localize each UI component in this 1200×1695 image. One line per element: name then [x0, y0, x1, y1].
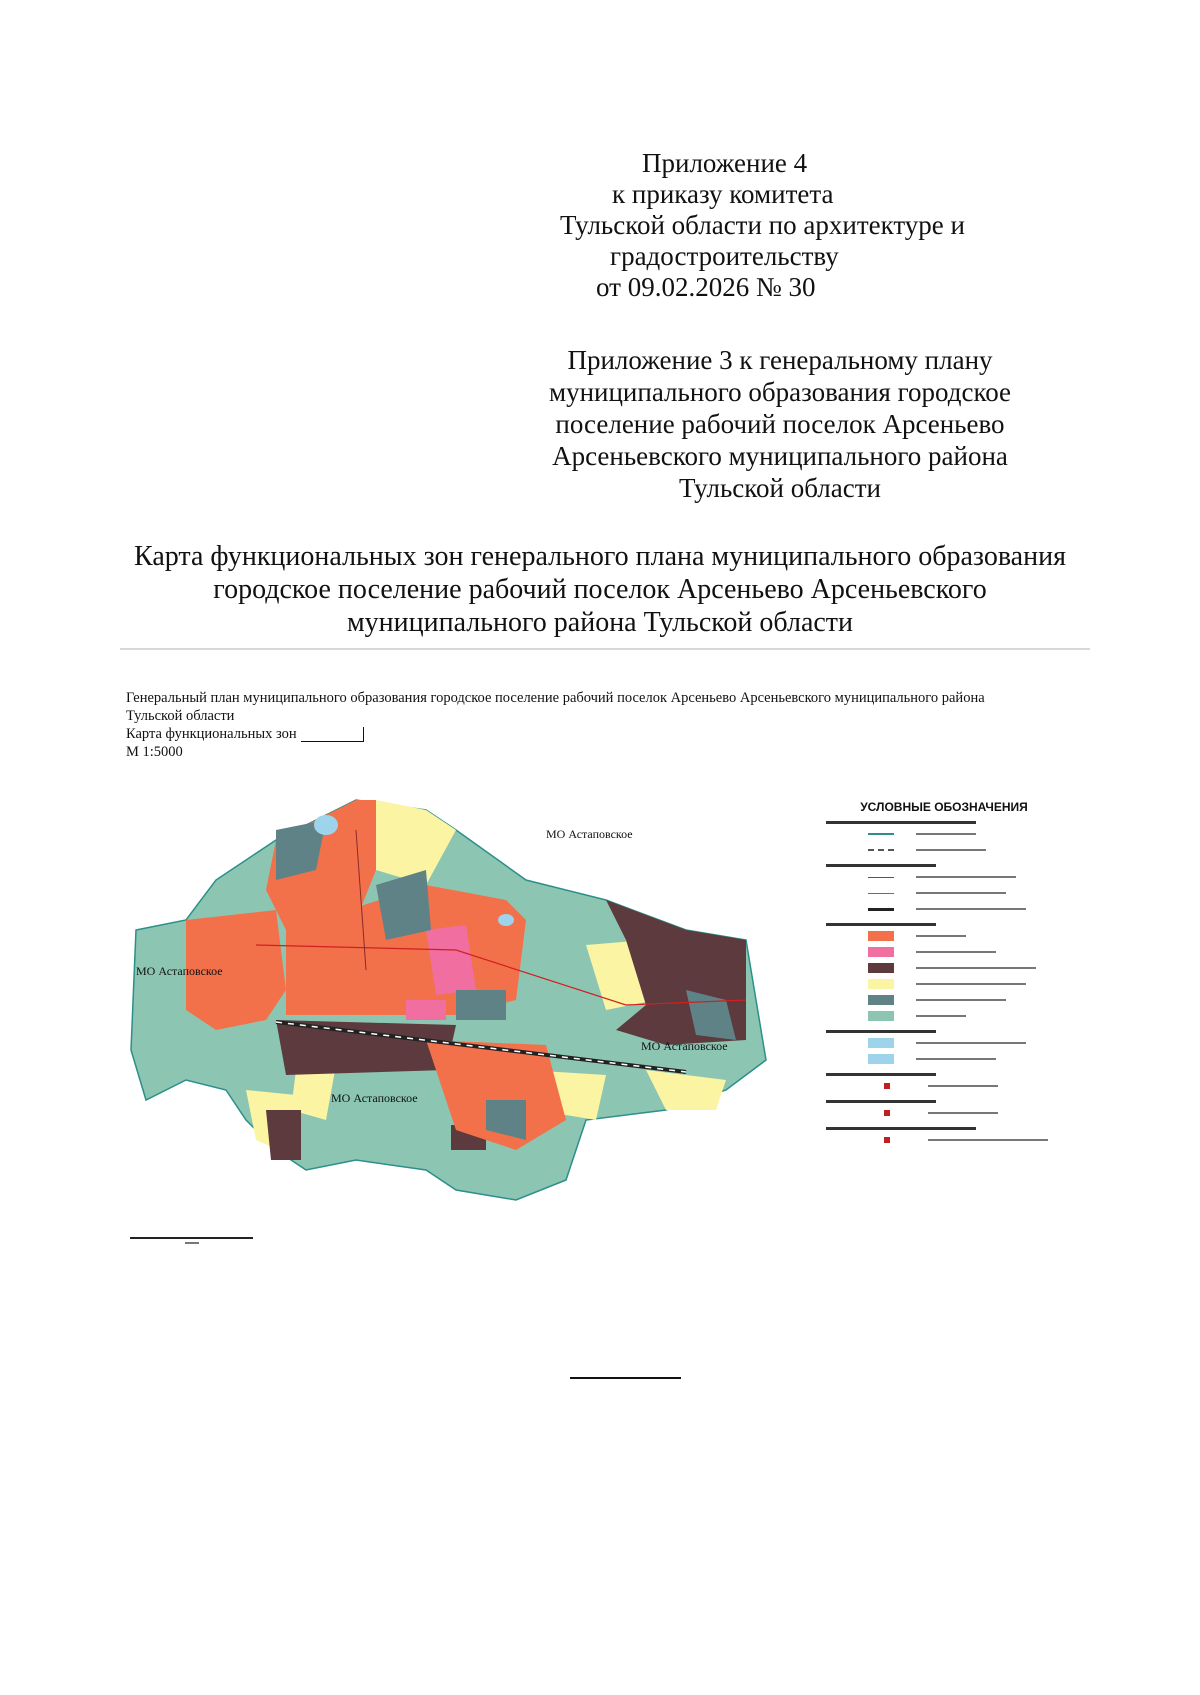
scale-bar-label [185, 1242, 199, 1244]
appendix-3-block [500, 344, 1060, 504]
legend-row-settlement-boundary [824, 843, 1064, 857]
map-header-line-3 [126, 725, 1076, 743]
legend-swatch [868, 893, 894, 894]
legend-swatch [868, 1011, 894, 1021]
appendix-4-line-5: от 09.02.2026 № 30 [596, 272, 816, 302]
appendix-3-line-4: Арсеньевского муниципального района [552, 441, 1008, 471]
legend-row-other [824, 1009, 1064, 1023]
document-title-line-1: Карта функциональных зон генерального плана муниципального образования [134, 541, 1066, 572]
appendix-4-line-1: Приложение 4 [642, 148, 808, 178]
legend-swatch [884, 1083, 890, 1089]
zone-industrial-sw [266, 1110, 301, 1160]
legend-swatch [868, 849, 894, 851]
water-body-2 [498, 914, 514, 926]
legend-swatch [868, 995, 894, 1005]
legend-swatch [884, 1110, 890, 1116]
legend-section-zones [826, 923, 936, 926]
map-header-subtitle: Карта функциональных зон [126, 726, 297, 742]
legend-row-city-boundary [824, 827, 1064, 841]
legend-swatch [868, 963, 894, 973]
appendix-3-line-5: Тульской области [679, 473, 881, 503]
legend-swatch [868, 908, 894, 911]
scale-bar [130, 1237, 253, 1239]
legend-row-public [824, 945, 1064, 959]
document-title [90, 540, 1110, 639]
map-label-mo-w: МО Астаповское [136, 964, 223, 978]
legend-row-heat [824, 1106, 1064, 1120]
legend-swatch [868, 833, 894, 835]
appendix-4-block [560, 148, 1120, 303]
map-label-mo-se: МО Астаповское [641, 1039, 728, 1053]
legend-row-residential [824, 929, 1064, 943]
document-title-line-2: городское поселение рабочий поселок Арсеньево Арсеньевского [213, 574, 987, 605]
legend-section-water [826, 1030, 936, 1033]
legend-row-industrial [824, 961, 1064, 975]
appendix-4-line-2: к приказу комитета [612, 179, 834, 209]
water-body-1 [314, 815, 338, 835]
zone-public-2 [406, 1000, 446, 1020]
legend-section-transport [826, 864, 936, 867]
functional-zones-map [126, 790, 826, 1210]
document-title-line-3: муниципального района Тульской области [346, 607, 854, 638]
divider [120, 648, 1090, 650]
legend-row-roads [824, 870, 1064, 884]
legend-section-water-supply [826, 1073, 936, 1076]
legend-row-agricultural [824, 977, 1064, 991]
closing-line [570, 1377, 681, 1379]
legend-row-ws [824, 1079, 1064, 1093]
legend-swatch [868, 1054, 894, 1064]
legend-swatch [868, 1038, 894, 1048]
legend-swatch [884, 1137, 890, 1143]
legend-row-recreation [824, 993, 1064, 1007]
blank-field [301, 727, 364, 742]
map-label-mo-s: МО Астаповское [331, 1091, 418, 1105]
legend-swatch [868, 979, 894, 989]
map-header [126, 689, 1076, 761]
map-header-scale: М 1:5000 [126, 744, 183, 760]
appendix-4-line-3: Тульской области по архитектуре и [560, 210, 965, 240]
appendix-4-line-4: градостроительству [610, 241, 839, 271]
map-image [126, 790, 826, 1210]
legend-swatch [868, 931, 894, 941]
appendix-3-line-3: поселение рабочий поселок Арсеньево [555, 409, 1005, 439]
legend-row-sport [824, 1133, 1064, 1147]
legend-section-sport [826, 1127, 976, 1130]
map-header-line-1: Генеральный план муниципального образования городское поселение рабочий поселок Арсеньево Арсеньевского муниципального района [126, 690, 985, 706]
legend-swatch [868, 877, 894, 878]
legend-row-railway [824, 902, 1064, 916]
legend-section-boundaries [826, 821, 976, 824]
legend-row-streets [824, 886, 1064, 900]
appendix-3-line-2: муниципального образования городское [548, 377, 1012, 407]
appendix-3-line-1: Приложение 3 к генеральному плану [567, 345, 993, 375]
legend-row-water-1 [824, 1036, 1064, 1050]
map-label-mo-ne: МО Астаповское [546, 827, 633, 841]
legend-row-water-2 [824, 1052, 1064, 1066]
map-header-line-2: Тульской области [126, 708, 235, 724]
map-legend [824, 800, 1064, 1149]
legend-swatch [868, 947, 894, 957]
legend-section-heat [826, 1100, 936, 1103]
zone-recreation-c [456, 990, 506, 1020]
legend-title: УСЛОВНЫЕ ОБОЗНАЧЕНИЯ [860, 800, 1028, 814]
